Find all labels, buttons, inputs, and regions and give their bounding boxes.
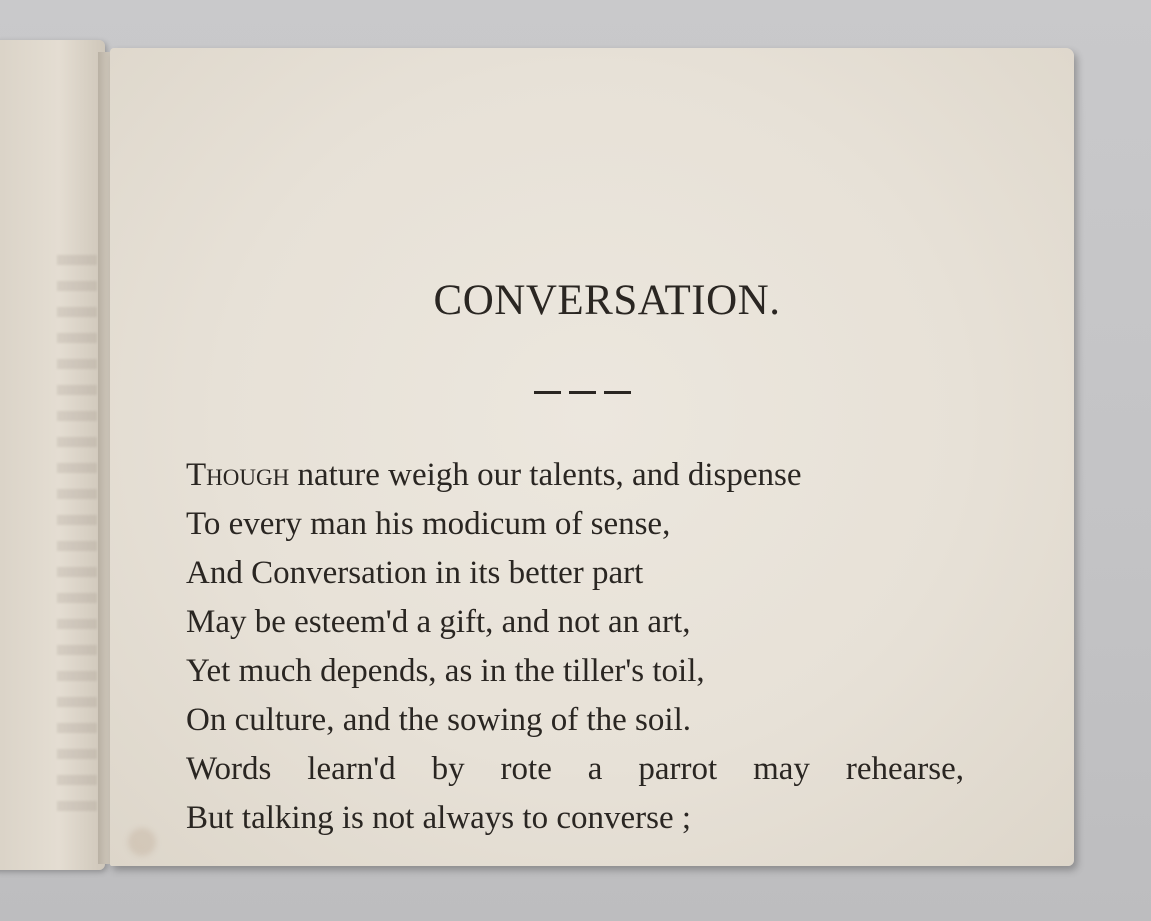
verse-line-6: On culture, and the sowing of the soil. bbox=[186, 702, 691, 738]
facing-page-edge bbox=[0, 40, 105, 870]
verse-first-word: Though bbox=[186, 457, 290, 493]
poem-title: CONVERSATION. bbox=[433, 277, 781, 324]
verse-line-1 bbox=[186, 451, 1046, 500]
verse-line-5: Yet much depends, as in the tiller's toil, bbox=[186, 653, 705, 689]
verse-line-3: And Conversation in its better part bbox=[186, 555, 644, 591]
title-divider-rule bbox=[534, 391, 631, 394]
page-stain bbox=[128, 828, 156, 856]
poem-verse bbox=[186, 451, 1046, 843]
verse-line-1-text: nature weigh our talents, and dispense bbox=[289, 457, 802, 493]
book-page bbox=[110, 48, 1074, 866]
verse-line-7: Words learn'd by rote a parrot may rehearse, bbox=[186, 751, 964, 787]
verse-line-2: To every man his modicum of sense, bbox=[186, 506, 671, 542]
verse-line-4: May be esteem'd a gift, and not an art, bbox=[186, 604, 691, 640]
verse-line-8: But talking is not always to converse ; bbox=[186, 800, 692, 836]
facing-page-text-bleed bbox=[57, 255, 97, 815]
